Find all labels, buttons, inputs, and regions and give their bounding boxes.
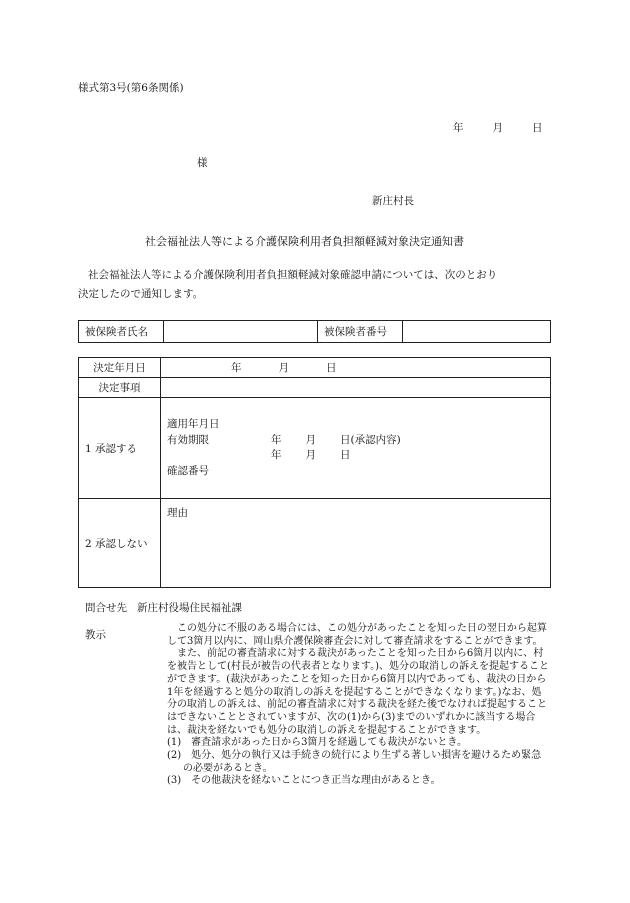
notice-item-2: (2) 処分、処分の執行又は手続きの続行により生ずる著しい損害を避けるため緊急の必要があるとき。: [167, 750, 542, 774]
approve-row-2: [167, 448, 544, 464]
decision-date-day: 日: [326, 362, 337, 374]
reject-label: 2 承認しない: [79, 499, 161, 588]
notice-item-3: (3) その他裁決を経ないことにつき正当な理由があるとき。: [167, 775, 441, 787]
row1-day: 日(承認内容): [340, 433, 401, 446]
row1-year: 年: [271, 433, 282, 446]
notice-text: [167, 623, 551, 788]
issue-date-year: 年: [453, 122, 464, 134]
decision-item-label: 決定事項: [79, 378, 161, 398]
body-line-1: 社会福祉法人等による介護保険利用者負担額軽減対象確認申請については、次のとおり: [88, 269, 498, 281]
decision-date-label: 決定年月日: [79, 358, 161, 378]
reason-label: 理由: [167, 507, 188, 519]
validity-label: 有効期限: [167, 433, 209, 446]
contact-info: [85, 600, 242, 615]
notice-label: 教示: [85, 629, 106, 641]
insured-name-label: 被保険者氏名: [79, 321, 164, 343]
notice-item-1: (1) 審査請求があった日から3箇月を経過しても裁決がないとき。: [167, 737, 468, 749]
reject-reason: [161, 499, 551, 588]
body-paragraph: [78, 266, 552, 304]
decision-date-year: 年: [231, 362, 242, 374]
row1-month: 月: [305, 433, 316, 446]
row2-month: 月: [305, 449, 316, 461]
decision-table: [78, 357, 551, 588]
contact-office: 新庄村役場住民福祉課: [137, 602, 242, 614]
notice-paragraph-2: また、前記の審査請求に対する裁決があったことを知った日から6箇月以内に、村を被告として(村長が被告の代表者となります。)、処分の取消しの訴えを提起することができます。(裁決があったことを知った日から6箇月以内であっても、裁決の日から1年を経過すると処分の取消しの訴えを提起することができなくなります。)なお、処分の取消しの訴えは、前記の審査請求に対する裁決を経た後でなければ提起することはできないこととされていますが、次の(1)から(3)までのいずれかに該当する場合は、裁決を経ないでも処分の取消しの訴えを提起することができます。: [167, 648, 550, 736]
approve-details: [161, 398, 551, 499]
contact-label: 問合せ先: [85, 602, 127, 614]
confirm-number-label: 確認番号: [167, 464, 209, 477]
row2-day: 日: [340, 449, 351, 461]
notice-paragraph-1: この処分に不服のある場合には、この処分があったことを知った日の翌日から起算して3箇月以内に、岡山県介護保険審査会に対して審査請求をすることができます。: [167, 623, 547, 647]
decision-date-value: [161, 358, 551, 378]
insured-name-value: [164, 321, 318, 343]
addressee-suffix: 様: [197, 157, 208, 169]
insured-number-label: 被保険者番号: [318, 321, 403, 343]
issue-date-day: 日: [532, 122, 543, 134]
approve-start-label: 適用年月日: [167, 418, 220, 430]
row2-year: 年: [271, 449, 282, 461]
approve-label: 1 承認する: [79, 398, 161, 499]
form-number: 様式第3号(第6条関係): [78, 82, 184, 94]
issue-date-month: 月: [492, 122, 503, 134]
decision-date-month: 月: [278, 362, 289, 374]
insured-table: [78, 320, 551, 343]
issue-date: [453, 120, 543, 135]
issuer: 新庄村長: [372, 195, 414, 207]
approve-row-1: [167, 433, 544, 449]
decision-item-value: [161, 378, 551, 398]
body-line-2: 決定したので通知します。: [78, 288, 204, 300]
document-title: 社会福祉法人等による介護保険利用者負担額軽減対象決定通知書: [145, 235, 464, 248]
insured-number-value: [403, 321, 551, 343]
